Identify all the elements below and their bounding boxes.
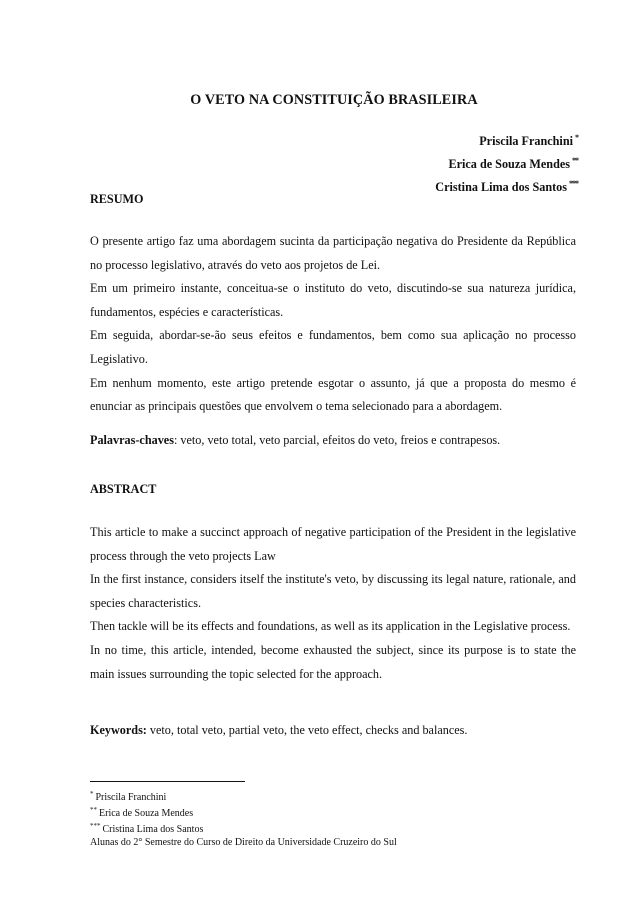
author-3 — [435, 174, 578, 197]
footnotes — [90, 788, 397, 849]
footnote-3 — [90, 820, 397, 836]
footnote-affiliation: Alunas do 2° Semestre do Curso de Direito da Universidade Cruzeiro do Sul — [90, 837, 397, 848]
author-footnote-mark: *** — [569, 179, 578, 188]
resumo-paragraph: Em nenhum momento, este artigo pretende esgotar o assunto, já que a proposta do mesmo é enunciar as principais questões que envolvem o tema selecionado para a abordagem. — [90, 375, 576, 414]
footnote-separator — [90, 781, 245, 782]
footnote-text: Priscila Franchini — [95, 792, 167, 803]
resumo-body — [90, 230, 576, 419]
footnote-2 — [90, 804, 397, 820]
author-name: Cristina Lima dos Santos — [435, 180, 567, 194]
author-name: Erica de Souza Mendes — [448, 157, 570, 171]
resumo-heading: RESUMO — [90, 192, 144, 206]
keywords-text: veto, total veto, partial veto, the veto effect, checks and balances. — [146, 723, 468, 737]
abstract-body — [90, 521, 576, 686]
footnote-1 — [90, 788, 397, 804]
footnote-mark: ** — [90, 806, 97, 814]
author-2 — [435, 151, 578, 174]
author-footnote-mark: ** — [572, 156, 578, 165]
keywords-label: Keywords: — [90, 723, 147, 737]
keywords-line — [90, 723, 467, 738]
abstract-heading: ABSTRACT — [90, 482, 157, 496]
author-1 — [435, 128, 578, 151]
footnote-mark: *** — [90, 822, 101, 830]
resumo-paragraph: Em um primeiro instante, conceitua-se o instituto do veto, discutindo-se sua natureza jurídica, fundamentos, espécies e características. — [90, 281, 576, 319]
paper-title: O VETO NA CONSTITUIÇÃO BRASILEIRA — [190, 92, 478, 108]
abstract-paragraph: In no time, this article, intended, become exhausted the subject, since its purpose is to state the main issues surrounding the topic selected for the approach. — [90, 642, 576, 681]
author-name: Priscila Franchini — [479, 134, 573, 148]
abstract-paragraph: In the first instance, considers itself the institute's veto, by discussing its legal nature, rationale, and species characteristics. — [90, 572, 576, 610]
resumo-paragraph: Em seguida, abordar-se-ão seus efeitos e fundamentos, bem como sua aplicação no processo Legislativo. — [90, 328, 576, 366]
author-footnote-mark: * — [575, 133, 578, 142]
author-list — [435, 128, 578, 197]
footnote-text: Erica de Souza Mendes — [99, 808, 194, 819]
footnote-text: Cristina Lima dos Santos — [102, 824, 204, 835]
palavras-chaves-text: : veto, veto total, veto parcial, efeitos do veto, freios e contrapesos. — [173, 433, 501, 447]
abstract-paragraph: Then tackle will be its effects and foundations, as well as its application in the Legislative process. — [90, 619, 571, 634]
palavras-chaves-line — [90, 433, 500, 448]
resumo-paragraph: O presente artigo faz uma abordagem sucinta da participação negativa do Presidente da República no processo legislativo, através do veto aos projetos de Lei. — [90, 234, 576, 272]
abstract-paragraph: This article to make a succinct approach of negative participation of the President in the legislative process through the veto projects Law — [90, 525, 576, 563]
palavras-chaves-label: Palavras-chaves — [90, 433, 174, 447]
footnote-mark: * — [90, 790, 94, 798]
